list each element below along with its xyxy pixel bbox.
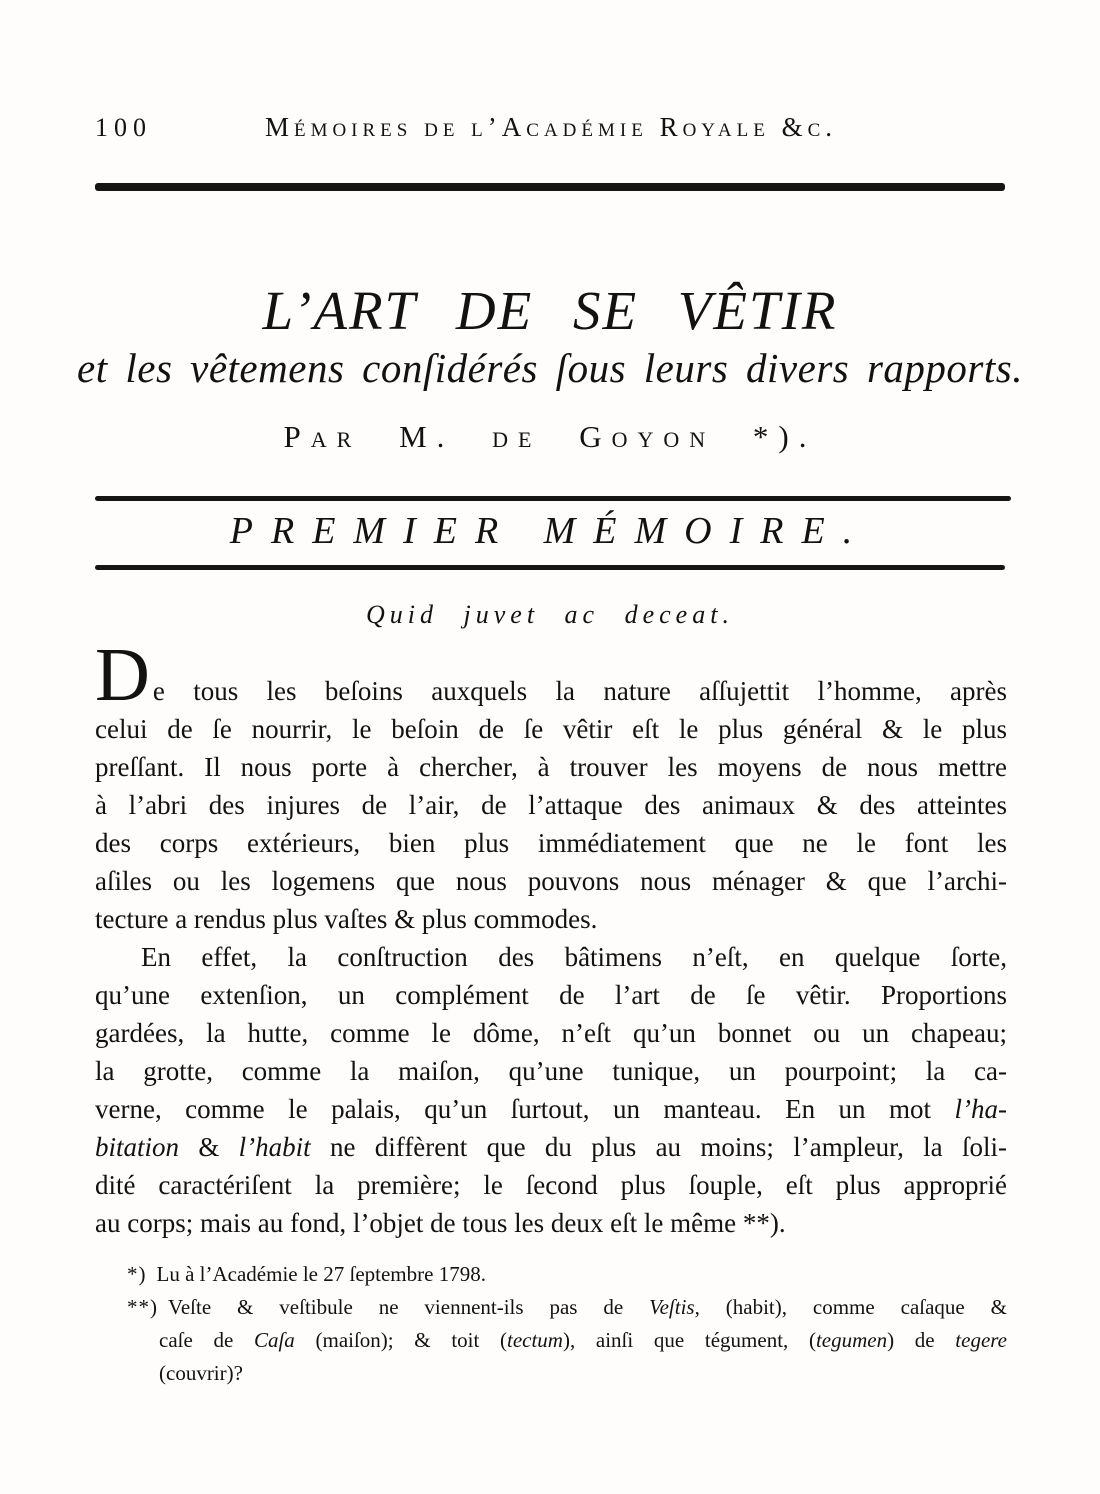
latin-epigraph: Quid juvet ac deceat. — [366, 600, 734, 629]
horizontal-rule-top — [95, 183, 1005, 191]
footnote-marker: **) — [127, 1295, 158, 1319]
text-segment: l’ha- — [954, 1094, 1007, 1124]
text-segment: tegumen — [815, 1328, 888, 1352]
text-segment: ) de — [887, 1328, 956, 1352]
text-segment: Veſte & veſtibule ne viennent-ils pas de — [168, 1295, 650, 1319]
text-segment: des corps extérieurs, bien plus immédiatement que ne le font les — [95, 828, 1007, 858]
text-line — [127, 1324, 1007, 1357]
text-line — [95, 900, 1007, 938]
running-head — [95, 112, 1007, 143]
text-segment: dité caractériſent la première; le ſecond plus ſouple, eſt plus approprié — [95, 1170, 1007, 1200]
text-line — [95, 976, 1007, 1014]
text-line — [95, 824, 1007, 862]
text-segment: Lu à l’Académie le 27 ſeptembre 1798. — [156, 1262, 486, 1286]
text-line — [95, 1090, 1007, 1128]
paragraph-1 — [95, 633, 1007, 938]
memoir-heading: PREMIER MÉMOIRE. — [229, 510, 871, 552]
text-line — [95, 862, 1007, 900]
text-segment: tectum — [507, 1328, 563, 1352]
text-segment: Veſtis — [649, 1295, 695, 1319]
text-line — [95, 938, 1007, 976]
text-line — [95, 1166, 1007, 1204]
text-line — [95, 1014, 1007, 1052]
text-segment: tecture a rendus plus vaſtes & plus commodes. — [95, 904, 598, 934]
text-segment: la grotte, comme la maiſon, qu’une tunique, un pourpoint; la ca- — [95, 1056, 1007, 1086]
initial-capital: D — [95, 633, 153, 717]
text-segment: bitation — [95, 1132, 180, 1162]
text-segment: En effet, la conſtruction des bâtimens n’eſt, en quelque ſorte, — [141, 942, 1007, 972]
text-segment: (couvrir)? — [159, 1361, 243, 1385]
horizontal-rule-bottom — [95, 565, 1005, 570]
text-line — [95, 1128, 1007, 1166]
text-line — [95, 1052, 1007, 1090]
text-line — [95, 786, 1007, 824]
text-line — [95, 710, 1007, 748]
text-segment: celui de ſe nourrir, le beſoin de ſe vêtir eſt le plus général & le plus — [95, 714, 1007, 744]
footnotes — [127, 1258, 1007, 1390]
text-segment: à l’abri des injures de l’air, de l’attaque des animaux & des atteintes — [95, 790, 1007, 820]
text-segment: qu’une extenſion, un complément de l’art de ſe vêtir. Proportions — [95, 980, 1007, 1010]
text-line — [127, 1357, 1007, 1390]
paragraph-2 — [95, 938, 1007, 1242]
text-segment: gardées, la hutte, comme le dôme, n’eſt qu’un bonnet ou un chapeau; — [95, 1018, 1007, 1048]
author-byline: Par M. de Goyon *). — [283, 419, 817, 454]
text-line — [95, 748, 1007, 786]
article-title: L’ART DE SE VÊTIR — [262, 280, 838, 341]
page-number: 100 — [95, 113, 152, 142]
text-segment: e tous les beſoins auxquels la nature aſſujettit l’homme, après — [152, 676, 1007, 706]
text-line — [95, 1204, 1007, 1242]
body-text — [95, 633, 1007, 1242]
text-segment: ne diffèrent que du plus au moins; l’ampleur, la ſoli- — [310, 1132, 1007, 1162]
text-segment: (maiſon); & toit ( — [294, 1328, 507, 1352]
text-segment: & — [179, 1132, 239, 1162]
text-line — [127, 1291, 1007, 1324]
text-segment: l’habit — [238, 1132, 311, 1162]
horizontal-rule-middle — [95, 496, 1011, 501]
text-segment: au corps; mais au fond, l’objet de tous les deux eſt le même **). — [95, 1208, 786, 1238]
text-segment: caſe de — [159, 1328, 254, 1352]
text-segment: aſiles ou les logemens que nous pouvons nous ménager & que l’archi- — [95, 866, 1007, 896]
text-segment: , (habit), comme caſaque & — [694, 1295, 1007, 1319]
text-line — [95, 633, 1007, 717]
text-segment: preſſant. Il nous porte à chercher, à trouver les moyens de nous mettre — [95, 752, 1007, 782]
footnote-marker: *) — [127, 1262, 147, 1286]
article-subtitle: et les vêtemens conſidérés ſous leurs divers rapports. — [77, 345, 1023, 391]
running-head-title: Mémoires de l’Académie Royale &c. — [264, 112, 838, 142]
text-segment: Caſa — [253, 1328, 295, 1352]
text-segment: verne, comme le palais, qu’un ſurtout, un manteau. En un mot — [95, 1094, 955, 1124]
text-line — [127, 1258, 1007, 1291]
text-segment: ), ainſi que tégument, ( — [562, 1328, 816, 1352]
text-segment: tegere — [955, 1328, 1007, 1352]
